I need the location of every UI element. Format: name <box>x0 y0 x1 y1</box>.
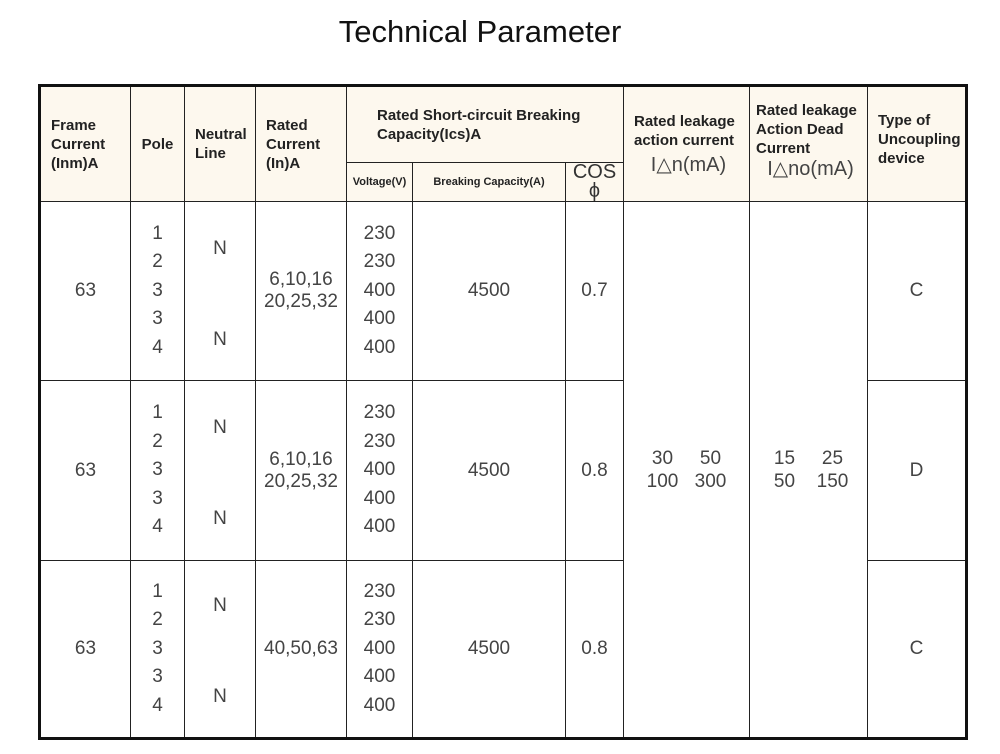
neutral-value: N <box>213 417 227 438</box>
cos-phi-cell: 0.8 <box>566 561 624 739</box>
rated-current-value: 20,25,32 <box>264 470 338 492</box>
rated-current-value: 6,10,16 <box>269 448 333 470</box>
header-short-circuit: Rated Short-circuit Breaking Capacity(Ics)A <box>347 86 624 163</box>
voltage-value: 400 <box>363 336 396 358</box>
leakage-action-value: 30 <box>651 447 674 469</box>
neutral-line-cell <box>185 202 256 381</box>
voltage-value: 230 <box>363 402 396 424</box>
leakage-dead-value: 15 <box>773 447 796 469</box>
header-leakage-dead-unit: I△no(mA) <box>767 158 854 180</box>
pole-value: 2 <box>152 609 163 631</box>
voltage-cell <box>347 381 413 561</box>
header-pole: Pole <box>131 86 185 202</box>
frame-current-cell: 63 <box>40 381 131 561</box>
pole-value: 3 <box>152 308 163 330</box>
voltage-value: 230 <box>363 430 396 452</box>
header-leakage-dead <box>750 86 868 202</box>
header-rated-current: Rated Current (In)A <box>256 86 347 202</box>
pole-cell <box>131 202 185 381</box>
header-leakage-action-unit: I△n(mA) <box>650 154 727 176</box>
rated-current-cell: 40,50,63 <box>256 561 347 739</box>
pole-value: 4 <box>152 336 163 358</box>
voltage-value: 230 <box>363 609 396 631</box>
neutral-value: N <box>213 329 227 350</box>
cos-phi-cell: 0.7 <box>566 202 624 381</box>
header-frame-current: Frame Current (Inm)A <box>40 86 131 202</box>
voltage-value: 400 <box>363 487 396 509</box>
pole-cell <box>131 381 185 561</box>
pole-value: 3 <box>152 279 163 301</box>
leakage-dead-value: 150 <box>816 470 849 492</box>
voltage-value: 400 <box>363 694 396 716</box>
voltage-value: 400 <box>363 637 396 659</box>
table-row <box>40 202 967 381</box>
rated-current-value: 6,10,16 <box>269 269 333 290</box>
voltage-value: 400 <box>363 666 396 688</box>
voltage-value: 400 <box>363 516 396 538</box>
header-leakage-action <box>624 86 750 202</box>
voltage-value: 400 <box>363 308 396 330</box>
rated-current-cell <box>256 202 347 381</box>
neutral-value: N <box>213 595 227 616</box>
voltage-value: 230 <box>363 222 396 244</box>
breaking-capacity-cell: 4500 <box>413 202 566 381</box>
leakage-dead-value: 50 <box>773 470 796 492</box>
leakage-action-pair <box>624 447 749 470</box>
header-uncoupling: Type of Uncoupling device <box>868 86 967 202</box>
neutral-line-cell <box>185 381 256 561</box>
voltage-value: 230 <box>363 251 396 273</box>
technical-parameter-table <box>38 84 968 740</box>
leakage-dead-pair <box>750 447 867 470</box>
voltage-value: 400 <box>363 279 396 301</box>
pole-value: 1 <box>152 580 163 602</box>
pole-value: 2 <box>152 251 163 273</box>
pole-value: 3 <box>152 666 163 688</box>
header-neutral-line: Neutral Line <box>185 86 256 202</box>
header-voltage: Voltage(V) <box>347 163 413 202</box>
voltage-cell <box>347 202 413 381</box>
uncoupling-cell: D <box>868 381 967 561</box>
neutral-value: N <box>213 238 227 259</box>
neutral-value: N <box>213 508 227 529</box>
pole-value: 4 <box>152 516 163 538</box>
header-breaking-capacity: Breaking Capacity(A) <box>413 163 566 202</box>
cos-phi-cell: 0.8 <box>566 381 624 561</box>
pole-cell <box>131 561 185 739</box>
pole-value: 1 <box>152 402 163 424</box>
voltage-value: 400 <box>363 459 396 481</box>
pole-value: 3 <box>152 459 163 481</box>
pole-value: 2 <box>152 430 163 452</box>
leakage-action-value: 50 <box>699 447 722 469</box>
page-title: Technical Parameter <box>338 14 622 49</box>
header-leakage-dead-label: Rated leakage Action Dead Current <box>756 102 857 157</box>
header-leakage-action-label: Rated leakage action current <box>634 113 735 149</box>
rated-current-value: 20,25,32 <box>264 291 338 312</box>
leakage-action-value: 100 <box>646 470 679 492</box>
voltage-cell <box>347 561 413 739</box>
leakage-dead-cell <box>750 202 868 739</box>
uncoupling-cell: C <box>868 202 967 381</box>
pole-value: 1 <box>152 222 163 244</box>
leakage-action-cell <box>624 202 750 739</box>
frame-current-cell: 63 <box>40 202 131 381</box>
neutral-value: N <box>213 686 227 707</box>
leakage-dead-pair <box>750 470 867 493</box>
neutral-line-cell <box>185 561 256 739</box>
pole-value: 3 <box>152 487 163 509</box>
voltage-value: 230 <box>363 580 396 602</box>
uncoupling-cell: C <box>868 561 967 739</box>
breaking-capacity-cell: 4500 <box>413 561 566 739</box>
header-cos-phi: COS ϕ <box>566 163 624 202</box>
breaking-capacity-cell: 4500 <box>413 381 566 561</box>
rated-current-cell <box>256 381 347 561</box>
leakage-action-pair <box>624 470 749 493</box>
pole-value: 3 <box>152 637 163 659</box>
leakage-dead-value: 25 <box>821 447 844 469</box>
leakage-action-value: 300 <box>694 470 727 492</box>
frame-current-cell: 63 <box>40 561 131 739</box>
pole-value: 4 <box>152 694 163 716</box>
